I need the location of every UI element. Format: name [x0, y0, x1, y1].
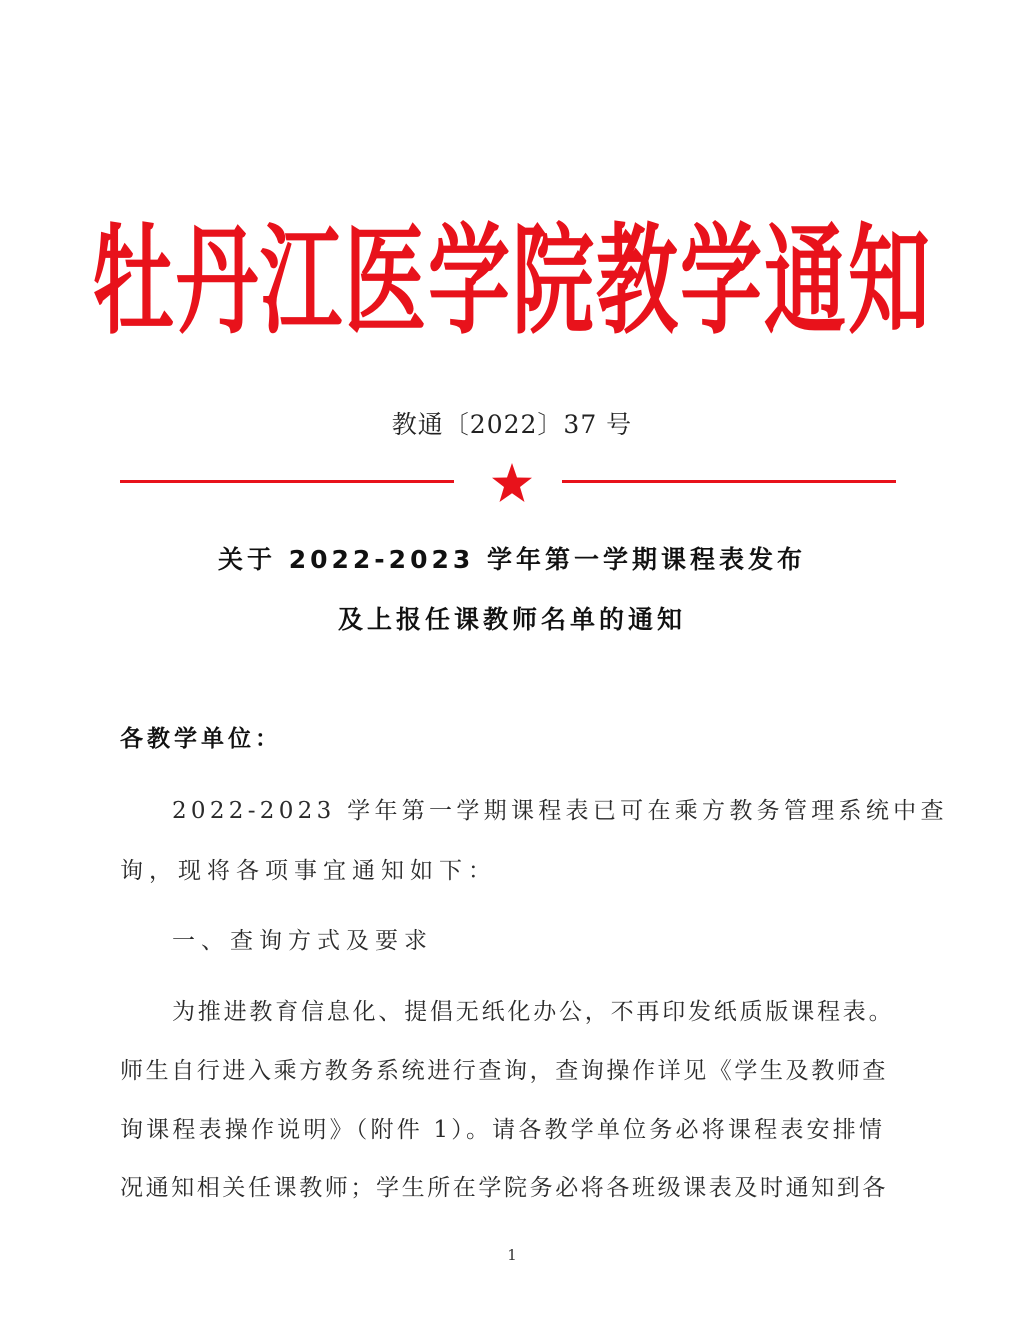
- red-divider-left: [120, 480, 454, 483]
- section-1-heading: 一、查询方式及要求: [172, 928, 433, 954]
- paragraph-2-line-4: 况通知相关任课教师；学生所在学院务必将各班级课表及时通知到各: [120, 1175, 888, 1201]
- notice-title-line-2: 及上报任课教师名单的通知: [337, 605, 686, 634]
- star-icon: [491, 462, 533, 504]
- paragraph-2-line-1: 为推进教育信息化、提倡无纸化办公，不再印发纸质版课程表。: [172, 999, 895, 1025]
- notice-title-line-1: 关于 2022-2023 学年第一学期课程表发布: [218, 545, 806, 574]
- paragraph-2-line-2: 师生自行进入乘方教务系统进行查询，查询操作详见《学生及教师查: [120, 1058, 888, 1084]
- page-number: 1: [507, 1246, 517, 1264]
- paragraph-1-line-1: 2022-2023 学年第一学期课程表已可在乘方教务管理系统中查: [172, 798, 948, 824]
- red-divider-right: [562, 480, 896, 483]
- paragraph-2-line-3: 询课程表操作说明》（附件 1）。请各教学单位务必将课程表安排情: [120, 1117, 886, 1143]
- salutation: 各教学单位：: [120, 726, 282, 752]
- document-number: 教通〔2022〕37 号: [391, 410, 633, 439]
- paragraph-1-line-2: 询，现将各项事宜通知如下：: [120, 858, 497, 884]
- masthead-title: 牡丹江医学院教学通知: [91, 213, 932, 352]
